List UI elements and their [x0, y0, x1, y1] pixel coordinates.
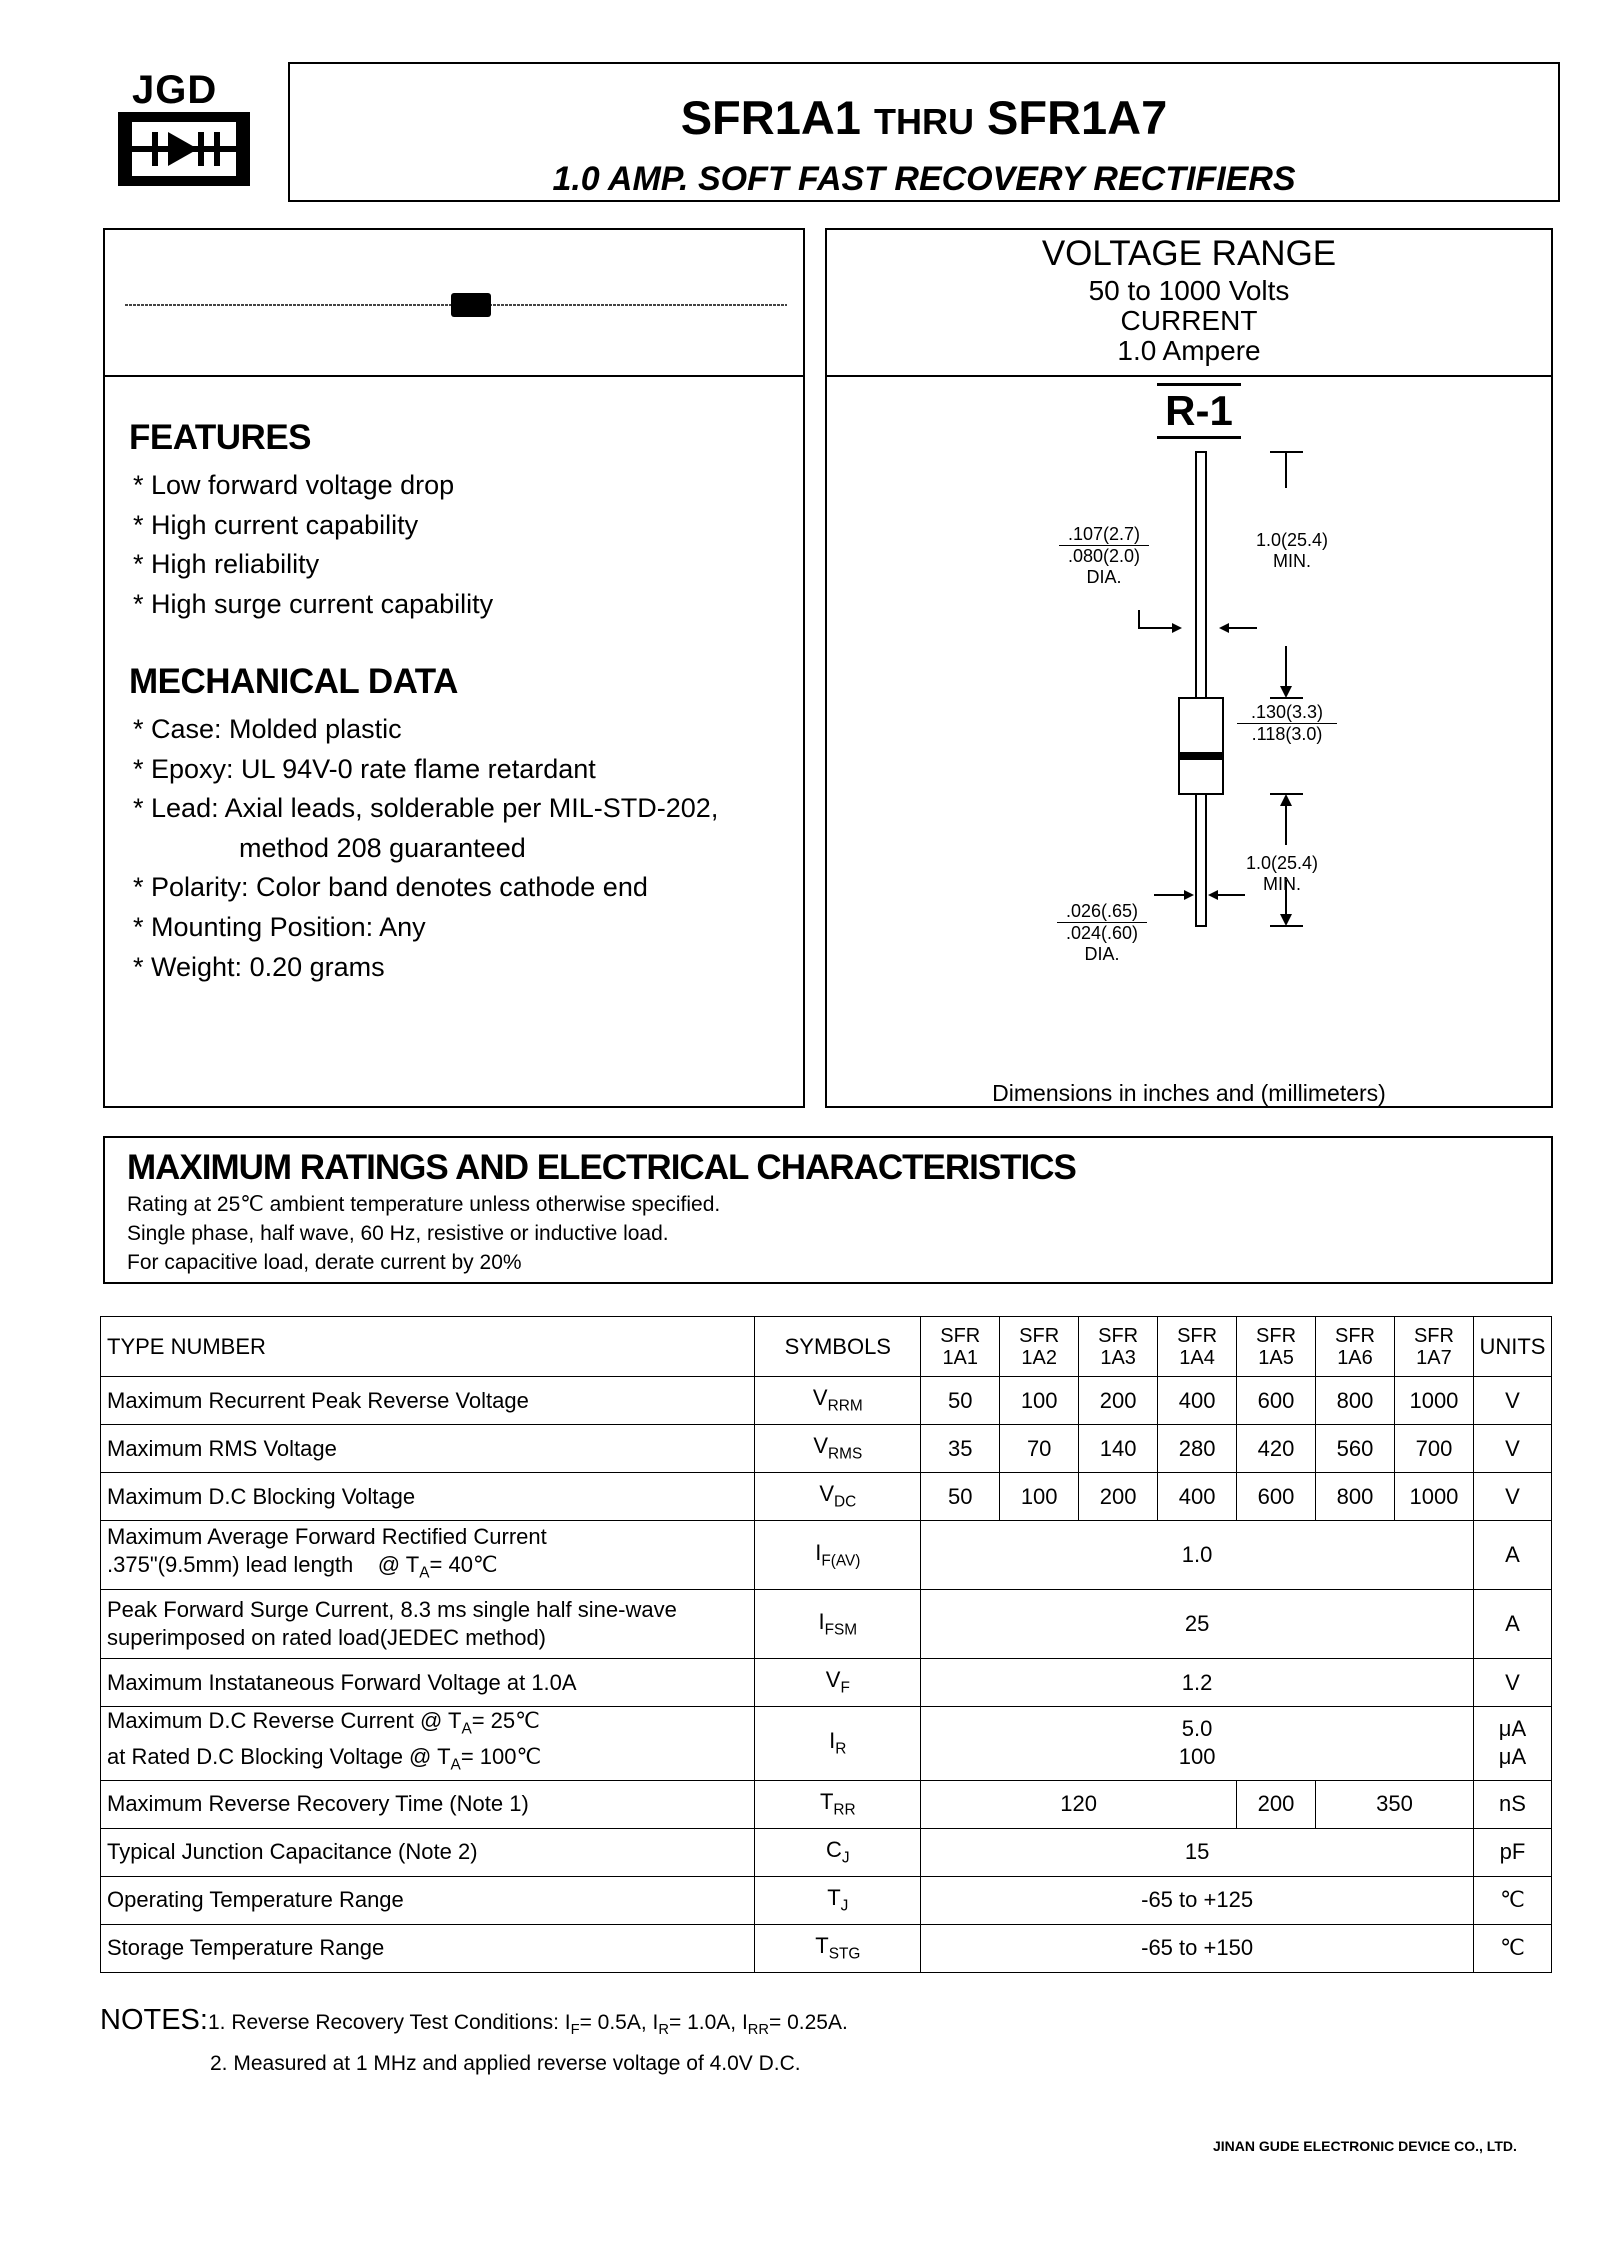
list-item: * High current capability — [133, 509, 419, 540]
list-item: * Weight: 0.20 grams — [133, 951, 385, 982]
table-row: Maximum Instataneous Forward Voltage at 1.0A $V_F$ 1.2 V — [101, 1659, 1552, 1707]
features-title: FEATURES — [129, 418, 312, 457]
wire-dia-dim: .026(.65) .024(.60) DIA. — [1057, 901, 1147, 965]
table-row: Typical Junction Capacitance (Note 2) $C_J$ 15 pF — [101, 1828, 1552, 1876]
spec-table — [100, 1316, 1552, 1973]
package-label: R-1 — [1157, 383, 1241, 439]
voltage-range-title: VOLTAGE RANGE — [1041, 234, 1337, 273]
note-1: 1. Reverse Recovery Test Conditions: $I_F= 0.5A$, $I_R= 1.0A$, $I_{RR}= 0.25A$. — [207, 2011, 848, 2039]
list-item: * High surge current capability — [133, 588, 494, 619]
table-row: Maximum Recurrent Peak Reverse Voltage $V_{RRM}$ 50 100 200 400 600 800 1000 V — [101, 1377, 1552, 1425]
note-2: 2. Measured at 1 MHz and applied reverse voltage of 4.0V D.C. — [210, 2052, 801, 2076]
table-row: Peak Forward Surge Current, 8.3 ms single half sine-wave superimposed on rated load(JEDEC method) $I_{FSM}$ 25 A — [101, 1590, 1552, 1659]
ratings-box — [103, 1136, 1553, 1284]
table-row: Operating Temperature Range $T_J$ -65 to +125 ℃ — [101, 1876, 1552, 1924]
table-row: Maximum RMS Voltage $V_{RMS}$ 35 70 140 280 420 560 700 V — [101, 1425, 1552, 1473]
table-header-row: TYPE NUMBER SYMBOLS SFR 1A1 SFR 1A2 SFR 1A3 SFR 1A4 SFR 1A5 SFR 1A6 SFR 1A7 UNITS — [101, 1317, 1552, 1377]
dimensions-caption: Dimensions in inches and (millimeters) — [992, 1080, 1386, 1106]
page-subtitle: 1.0 AMP. SOFT FAST RECOVERY RECTIFIERS — [552, 160, 1296, 198]
table-row: Maximum D.C Reverse Current @ $T_A=$ 25℃ at Rated D.C Blocking Voltage @ $T_A=$ 100℃ $I_R$ 5.0 100 μA μA — [101, 1707, 1552, 1781]
current-title: CURRENT — [1120, 305, 1258, 336]
package-drawing — [827, 230, 1551, 1106]
features-list — [133, 466, 493, 624]
list-item: * Case: Molded plastic — [133, 714, 402, 744]
ratings-title: MAXIMUM RATINGS AND ELECTRICAL CHARACTERISTICS — [127, 1148, 1076, 1187]
diode-logo-icon — [118, 112, 250, 186]
logo-text: JGD — [132, 68, 218, 112]
title-box — [288, 62, 1560, 202]
table-row: Storage Temperature Range $T_{STG}$ -65 to +150 ℃ — [101, 1924, 1552, 1972]
notes — [100, 2003, 848, 2081]
list-item: method 208 guaranteed — [239, 832, 526, 863]
company-footer: JINAN GUDE ELECTRONIC DEVICE CO., LTD. — [1213, 2138, 1517, 2154]
lead-length-dim-bottom: 1.0(25.4) MIN. — [1245, 853, 1319, 894]
ratings-notes: Rating at 25℃ ambient temperature unless otherwise specified. Single phase, half wave, 60 Hz, resistive or inductive load. For capacitive load, derate current by 20% — [127, 1193, 721, 1274]
mechanical-title: MECHANICAL DATA — [129, 662, 458, 701]
page-title: SFR1A1 THRU SFR1A7 — [680, 91, 1168, 144]
list-item: * Mounting Position: Any — [133, 911, 426, 942]
notes-label: NOTES: — [100, 2004, 208, 2036]
list-item: * High reliability — [133, 549, 320, 580]
current-value: 1.0 Ampere — [1117, 335, 1261, 366]
voltage-range-value: 50 to 1000 Volts — [1088, 275, 1290, 306]
diode-photo — [125, 285, 787, 325]
lead-length-dim-top: 1.0(25.4) MIN. — [1255, 530, 1329, 571]
package-box — [825, 228, 1553, 1108]
mechanical-list — [133, 710, 718, 987]
list-item: * Low forward voltage drop — [133, 470, 455, 500]
list-item: * Epoxy: UL 94V-0 rate flame retardant — [133, 753, 596, 784]
table-row: Maximum Reverse Recovery Time (Note 1) $T_{RR}$ 120 200 350 nS — [101, 1780, 1552, 1828]
body-length-dim: .130(3.3) .118(3.0) — [1237, 702, 1337, 745]
list-item: * Lead: Axial leads, solderable per MIL-STD-202, — [133, 793, 719, 824]
lead-dia-dim: .107(2.7) .080(2.0) DIA. — [1059, 524, 1149, 588]
table-row: Maximum Average Forward Rectified Current .375"(9.5mm) lead length @ $T_A=$ 40℃ $I_{F(AV)}$ 1.0 A — [101, 1521, 1552, 1590]
list-item: * Polarity: Color band denotes cathode end — [133, 872, 648, 903]
table-row: Maximum D.C Blocking Voltage $V_{DC}$ 50 100 200 400 600 800 1000 V — [101, 1473, 1552, 1521]
features-box — [103, 228, 805, 1108]
